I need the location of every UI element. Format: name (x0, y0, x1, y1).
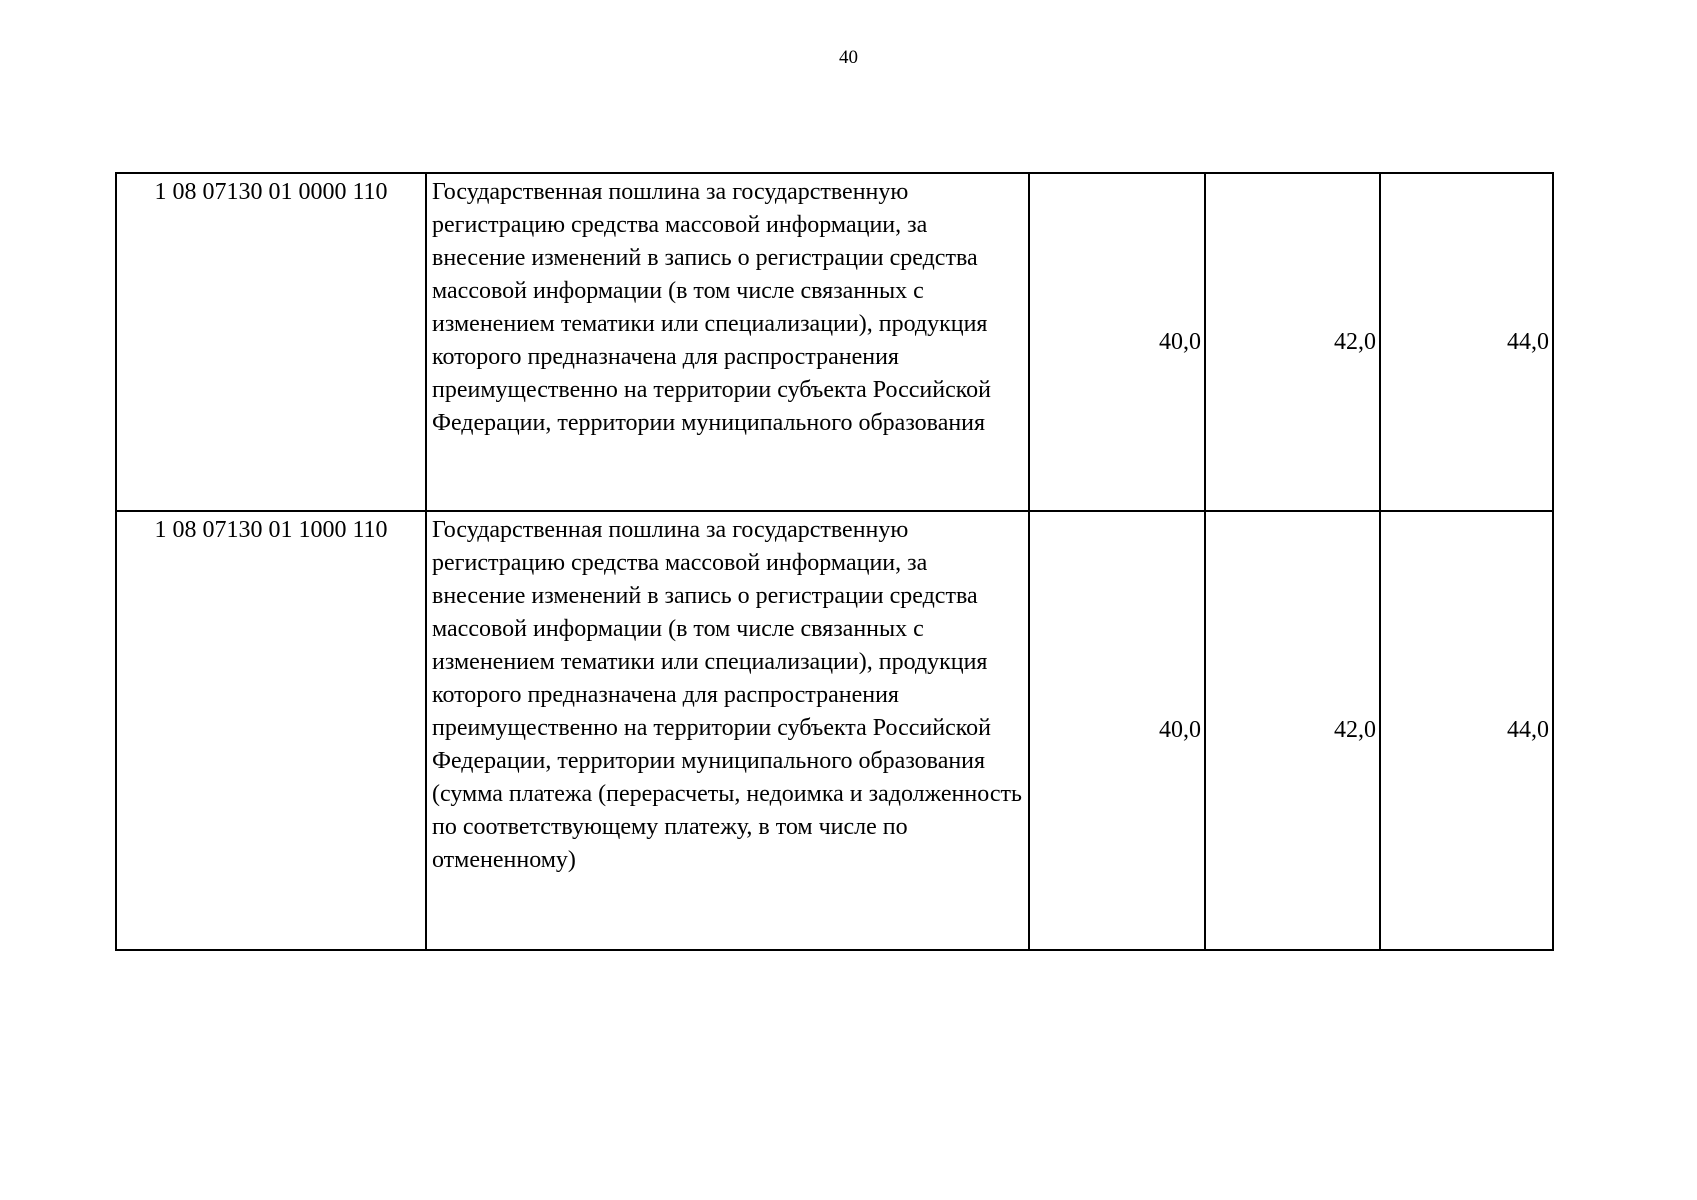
income-description-cell: Государственная пошлина за государственную регистрацию средства массовой информации, за внесение изменений в запись о регистрации средства массовой информации (в том числе связанных с изменением тематики или специализации), продукция которого предназначена для распространения преимущественно на территории субъекта Российской Федерации, территории муниципального образования (сумма платежа (перерасчеты, недоимка и задолженность по соответствующему платежу, в том числе по отмененному) (426, 511, 1029, 950)
budget-classification-code-cell: 1 08 07130 01 1000 110 (116, 511, 426, 950)
page-number: 40 (839, 47, 858, 68)
amount-year-2-cell: 42,0 (1205, 173, 1380, 511)
amount-year-3-cell: 44,0 (1380, 173, 1553, 511)
amount-year-1-cell: 40,0 (1029, 173, 1205, 511)
table-row (116, 511, 1553, 950)
amount-year-2-cell: 42,0 (1205, 511, 1380, 950)
fees-table (115, 172, 1554, 951)
income-description-cell: Государственная пошлина за государственную регистрацию средства массовой информации, за внесение изменений в запись о регистрации средства массовой информации (в том числе связанных с изменением тематики или специализации), продукция которого предназначена для распространения преимущественно на территории субъекта Российской Федерации, территории муниципального образования (426, 173, 1029, 511)
amount-year-3-cell: 44,0 (1380, 511, 1553, 950)
budget-classification-code-cell: 1 08 07130 01 0000 110 (116, 173, 426, 511)
fees-table-container (115, 172, 1554, 951)
amount-year-1-cell: 40,0 (1029, 511, 1205, 950)
table-row (116, 173, 1553, 511)
